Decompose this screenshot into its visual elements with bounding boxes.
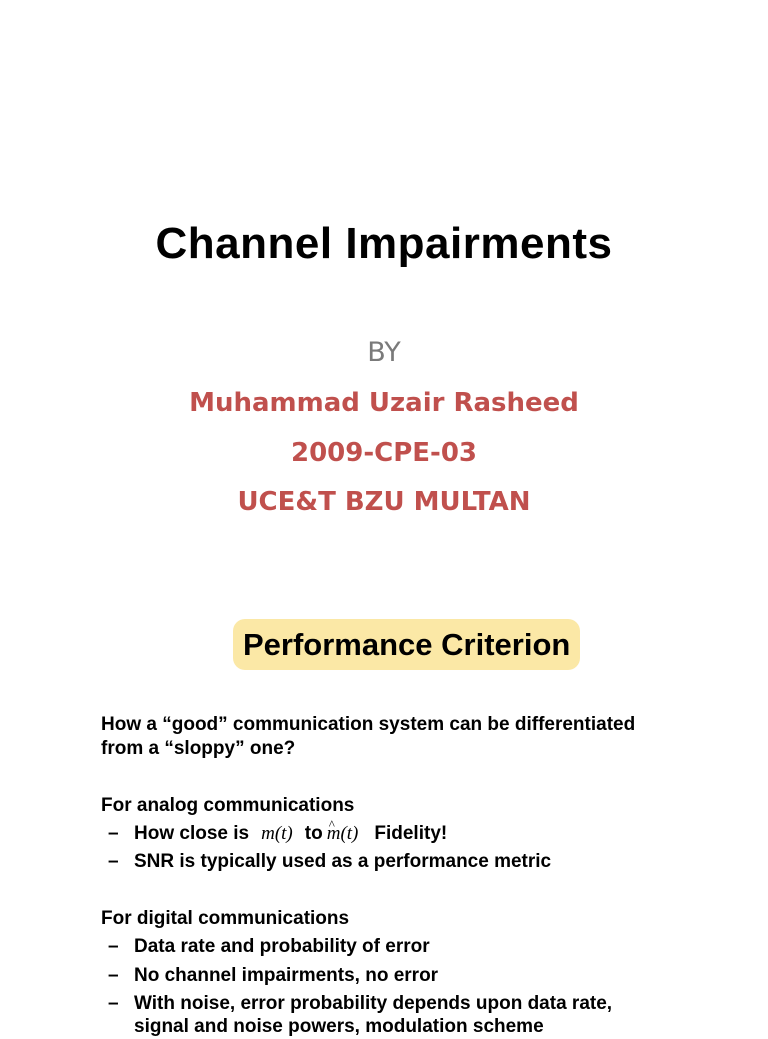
question-line-1: How a “good” communication system can be differentiated — [101, 714, 636, 735]
bullet-dash: – — [108, 823, 119, 844]
math-m-hat-tail: (t) — [340, 823, 359, 844]
digital-bullet-no-impairments — [108, 964, 438, 988]
bullet-text: How close is — [134, 823, 250, 844]
bullet-dash: – — [108, 993, 119, 1014]
bullet-text-to: to — [304, 823, 323, 844]
math-m-hat-of-t — [327, 822, 359, 846]
bullet-text: SNR is typically used as a performance metric — [134, 851, 552, 872]
document-title: Channel Impairments — [155, 219, 613, 268]
bullet-text: Data rate and probability of error — [134, 936, 430, 957]
bullet-text-fidelity: Fidelity! — [374, 823, 448, 844]
slide-heading: Performance Criterion — [233, 619, 580, 670]
digital-bullet-data-rate — [108, 935, 430, 959]
math-m-of-t: m(t) — [261, 823, 293, 844]
analog-bullet-snr — [108, 850, 551, 874]
analog-bullet-fidelity — [108, 822, 447, 846]
author-name: Muhammad Uzair Rasheed — [189, 388, 579, 418]
registration-number: 2009-CPE-03 — [290, 438, 478, 468]
analog-heading: For analog communications — [101, 795, 355, 816]
bullet-dash: – — [108, 851, 119, 872]
digital-bullet-noise — [108, 992, 612, 1016]
bullet-dash: – — [108, 965, 119, 986]
byline-by: BY — [367, 337, 401, 368]
math-m-hat: ^ m — [327, 822, 341, 846]
institution-name: UCE&T BZU MULTAN — [237, 487, 531, 517]
bullet-dash: – — [108, 936, 119, 957]
bullet-text: With noise, error probability depends upon data rate, — [134, 993, 613, 1014]
bullet-text: No channel impairments, no error — [134, 965, 439, 986]
digital-bullet-noise-continued: signal and noise powers, modulation scheme — [134, 1016, 544, 1037]
digital-heading: For digital communications — [101, 908, 350, 929]
question-line-2: from a “sloppy” one? — [101, 738, 296, 759]
